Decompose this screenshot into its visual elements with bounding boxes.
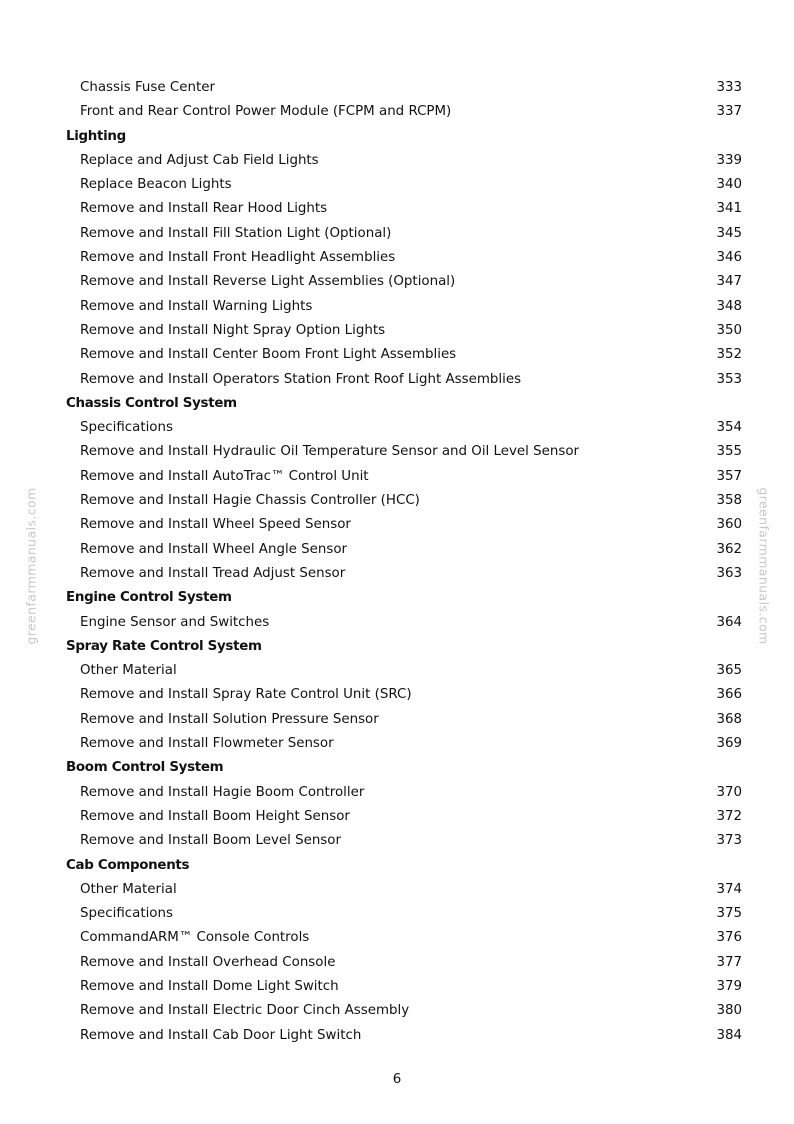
toc-heading-title: Spray Rate Control System bbox=[66, 638, 262, 654]
toc-entry-title: Other Material bbox=[80, 881, 177, 897]
toc-entry-title: Remove and Install Fill Station Light (Optional) bbox=[80, 225, 392, 241]
toc-entry[interactable] bbox=[0, 683, 794, 707]
toc-entry[interactable] bbox=[0, 805, 794, 829]
toc-section-heading bbox=[0, 756, 794, 780]
table-of-contents bbox=[0, 76, 794, 1048]
toc-entry-page-number: 365 bbox=[716, 663, 742, 679]
toc-entry-page-number: 355 bbox=[716, 444, 742, 460]
toc-entry[interactable] bbox=[0, 999, 794, 1023]
toc-entry-title: Remove and Install AutoTrac™ Control Unit bbox=[80, 468, 369, 484]
toc-entry-page-number: 374 bbox=[716, 881, 742, 897]
toc-section-heading bbox=[0, 586, 794, 610]
toc-entry[interactable] bbox=[0, 732, 794, 756]
toc-entry[interactable] bbox=[0, 1024, 794, 1048]
toc-entry[interactable] bbox=[0, 878, 794, 902]
toc-entry[interactable] bbox=[0, 319, 794, 343]
toc-entry[interactable] bbox=[0, 975, 794, 999]
toc-entry-page-number: 333 bbox=[716, 80, 742, 95]
toc-entry-page-number: 341 bbox=[716, 201, 742, 217]
toc-entry-title: Remove and Install Hydraulic Oil Temperature Sensor and Oil Level Sensor bbox=[80, 444, 580, 460]
toc-entry-page-number: 366 bbox=[716, 687, 742, 703]
toc-entry-title: Specifications bbox=[80, 906, 173, 922]
toc-heading-title: Lighting bbox=[66, 128, 126, 144]
toc-entry-title: Remove and Install Dome Light Switch bbox=[80, 978, 339, 994]
toc-entry[interactable] bbox=[0, 781, 794, 805]
toc-entry-title: Remove and Install Flowmeter Sensor bbox=[80, 736, 334, 752]
toc-entry-title: Remove and Install Solution Pressure Sensor bbox=[80, 711, 379, 727]
toc-entry-title: Remove and Install Night Spray Option Lights bbox=[80, 322, 386, 338]
toc-entry[interactable] bbox=[0, 343, 794, 367]
toc-entry-title: Remove and Install Hagie Boom Controller bbox=[80, 784, 365, 800]
toc-entry-title: Remove and Install Overhead Console bbox=[80, 954, 336, 970]
toc-entry-page-number: 376 bbox=[716, 930, 742, 946]
toc-entry-title: Remove and Install Spray Rate Control Unit (SRC) bbox=[80, 687, 412, 703]
toc-entry-title: Replace Beacon Lights bbox=[80, 177, 232, 193]
toc-section-heading bbox=[0, 392, 794, 416]
toc-entry-page-number: 360 bbox=[716, 517, 742, 533]
toc-entry[interactable] bbox=[0, 197, 794, 221]
toc-entry-page-number: 379 bbox=[716, 978, 742, 994]
toc-entry[interactable] bbox=[0, 659, 794, 683]
toc-entry[interactable] bbox=[0, 368, 794, 392]
toc-entry-page-number: 373 bbox=[716, 833, 742, 849]
toc-entry-page-number: 345 bbox=[716, 225, 742, 241]
toc-entry-page-number: 375 bbox=[716, 906, 742, 922]
toc-entry-title: Remove and Install Wheel Speed Sensor bbox=[80, 517, 351, 533]
toc-entry-title: Remove and Install Boom Height Sensor bbox=[80, 808, 350, 824]
toc-heading-title: Chassis Control System bbox=[66, 395, 237, 411]
toc-entry-page-number: 368 bbox=[716, 711, 742, 727]
toc-entry-page-number: 352 bbox=[716, 347, 742, 363]
toc-entry[interactable] bbox=[0, 100, 794, 124]
toc-entry-page-number: 337 bbox=[716, 104, 742, 120]
toc-entry-title: Remove and Install Warning Lights bbox=[80, 298, 313, 314]
toc-entry[interactable] bbox=[0, 538, 794, 562]
toc-entry-page-number: 347 bbox=[716, 274, 742, 290]
toc-entry-title: Remove and Install Electric Door Cinch Assembly bbox=[80, 1003, 410, 1019]
toc-entry[interactable] bbox=[0, 902, 794, 926]
toc-entry-title: Front and Rear Control Power Module (FCPM and RCPM) bbox=[80, 104, 452, 120]
toc-entry-title: Remove and Install Hagie Chassis Controller (HCC) bbox=[80, 493, 420, 509]
toc-entry-page-number: 350 bbox=[716, 322, 742, 338]
toc-entry[interactable] bbox=[0, 489, 794, 513]
toc-entry-title: Remove and Install Center Boom Front Light Assemblies bbox=[80, 347, 457, 363]
toc-entry-page-number: 369 bbox=[716, 736, 742, 752]
toc-entry-page-number: 370 bbox=[716, 784, 742, 800]
toc-entry[interactable] bbox=[0, 76, 794, 100]
toc-entry-title: Remove and Install Wheel Angle Sensor bbox=[80, 541, 348, 557]
toc-section-heading bbox=[0, 635, 794, 659]
toc-entry-title: Remove and Install Rear Hood Lights bbox=[80, 201, 328, 217]
watermark-left: greenfarmmanuals.com bbox=[23, 487, 39, 645]
toc-entry-title: Remove and Install Reverse Light Assemblies (Optional) bbox=[80, 274, 456, 290]
toc-entry-page-number: 339 bbox=[716, 152, 742, 168]
toc-entry-page-number: 353 bbox=[716, 371, 742, 387]
toc-entry[interactable] bbox=[0, 951, 794, 975]
toc-entry-title: Remove and Install Boom Level Sensor bbox=[80, 833, 341, 849]
toc-entry-page-number: 377 bbox=[716, 954, 742, 970]
toc-entry[interactable] bbox=[0, 173, 794, 197]
toc-entry[interactable] bbox=[0, 513, 794, 537]
toc-section-heading bbox=[0, 854, 794, 878]
toc-entry[interactable] bbox=[0, 562, 794, 586]
toc-entry-title: Remove and Install Operators Station Front Roof Light Assemblies bbox=[80, 371, 522, 387]
toc-entry[interactable] bbox=[0, 708, 794, 732]
toc-entry[interactable] bbox=[0, 416, 794, 440]
watermark-right: greenfarmmanuals.com bbox=[756, 487, 772, 645]
toc-entry-page-number: 357 bbox=[716, 468, 742, 484]
toc-entry-page-number: 362 bbox=[716, 541, 742, 557]
toc-entry-page-number: 372 bbox=[716, 808, 742, 824]
toc-entry-page-number: 354 bbox=[716, 420, 742, 436]
toc-entry[interactable] bbox=[0, 465, 794, 489]
toc-entry-title: Other Material bbox=[80, 663, 177, 679]
toc-entry-page-number: 358 bbox=[716, 493, 742, 509]
toc-entry-page-number: 380 bbox=[716, 1003, 742, 1019]
toc-heading-title: Cab Components bbox=[66, 857, 190, 873]
toc-entry[interactable] bbox=[0, 149, 794, 173]
toc-entry-page-number: 340 bbox=[716, 177, 742, 193]
toc-section-heading bbox=[0, 125, 794, 149]
toc-entry-page-number: 348 bbox=[716, 298, 742, 314]
toc-entry[interactable] bbox=[0, 440, 794, 464]
toc-entry[interactable] bbox=[0, 295, 794, 319]
toc-entry[interactable] bbox=[0, 246, 794, 270]
toc-entry-title: Engine Sensor and Switches bbox=[80, 614, 270, 630]
toc-heading-title: Boom Control System bbox=[66, 760, 224, 776]
toc-entry-title: Specifications bbox=[80, 420, 173, 436]
toc-entry[interactable] bbox=[0, 829, 794, 853]
toc-entry-title: Replace and Adjust Cab Field Lights bbox=[80, 152, 319, 168]
toc-entry[interactable] bbox=[0, 222, 794, 246]
toc-heading-title: Engine Control System bbox=[66, 590, 232, 606]
toc-entry-title: CommandARM™ Console Controls bbox=[80, 930, 310, 946]
toc-entry-page-number: 346 bbox=[716, 250, 742, 266]
toc-entry-title: Remove and Install Tread Adjust Sensor bbox=[80, 565, 346, 581]
toc-entry-title: Remove and Install Front Headlight Assemblies bbox=[80, 250, 396, 266]
page-number: 6 bbox=[392, 1072, 402, 1087]
toc-entry[interactable] bbox=[0, 611, 794, 635]
toc-entry-title: Remove and Install Cab Door Light Switch bbox=[80, 1027, 362, 1043]
toc-entry[interactable] bbox=[0, 926, 794, 950]
toc-entry-page-number: 364 bbox=[716, 614, 742, 630]
toc-entry[interactable] bbox=[0, 270, 794, 294]
toc-entry-title: Chassis Fuse Center bbox=[80, 80, 215, 95]
toc-entry-page-number: 363 bbox=[716, 565, 742, 581]
toc-entry-page-number: 384 bbox=[716, 1027, 742, 1043]
